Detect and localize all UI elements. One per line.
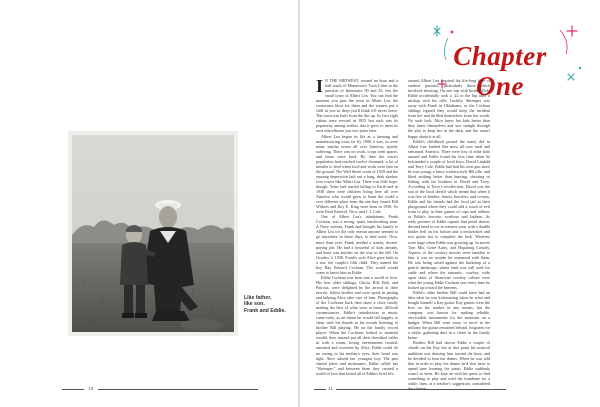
body-column-2 [408,78,490,391]
body-column-1 [316,78,398,376]
paragraph: One of Albert Lea's inhabitants, Frank Cochran, was a strong, quiet, hardworking man. A Navy veteran, Frank had brought his family to Albert Lea for the only reason anyone seemed to go anywhere in those days, to find work. Now, more than ever, Frank needed a steady, decent-paying job. He had a houseful of kids already, and there was another on the way in the fall. On October 3, 1938, Frank's wife Alice gave birth to a son, the couple's fifth child. They named the boy Ray Edward Cochran. The world would come to know him as Eddie. [316,214,398,275]
drop-cap: I [316,76,324,96]
page-number-right: 11 [328,386,334,391]
paragraph: around Albert Lea inspired his life-long love of outdoor pursuits, particularly those which involved shooting. On one trip with brother Bob, Eddie accidentally took a .22 to the hip after a mishap with his rifle. Luckily, Shrimper was away with Frank in Oklahoma, so the Cochran siblings figured they would keep the incident from her and thrilled themselves from her wrath. No such luck. Alice knew her kids better than they knew themselves and saw straight through the plot to keep her in the dark, and the wasn't happy about it at all. [408,78,490,139]
page-number-left: 10 [88,386,94,391]
paragraph [316,78,398,134]
folio-rule [98,389,258,390]
paragraph: Brother Bill had shown Eddie a couple of chords on the Kay but at that point his musical ambition was drawing him toward the horn, and he decided to lean the drums. When he was told that in order to play the drums he'd first have to spend time learning the piano, Eddie suddenly wasn't so keen. He kept on with his quest to find something to play and tried the trombone for a while, then, at a teacher's suggestion, considered [408,340,490,386]
chapter-title: Chapter One [453,41,547,101]
photo-image [72,135,234,332]
folio-rule [62,389,84,390]
paragraph: Eddie Cochran was born into a world of love. His four older siblings, Gloria, Bill, Bob, and Patricia, were delighted by the arrival of their newest, littlest brother and were quick in petting and helping Alice take care of him. Photographs of the Cochrans back then show a close family making the best of what were at times, difficult circumstances. Eddie's introduction to music came early, as an infant he would fall happily to sleep with his thumb in his mouth listening to brother Bill playing. He on the family record player. When the Cochrans looked to material wealth, they instead put all their cherished trifles in with a warm, loving environment created, nurtured and overseen by Alice. Eddie could do no wrong in his mother's eyes, their bond was tight. Alice adored her youngest boy. The pair shared jokes and nicknames, Eddie called her "Shrimper," and between them they created a world of love that lasted all of Eddie's brief life. [316,274,398,376]
father-son-photo [72,135,234,332]
folio-rule [336,389,506,390]
paragraph: Eddie's childhood passed the many did in Albert Lea, Indeed like most all over rural and semirural America. There were lots of other kids around and Eddie found his first time when he befriended a couple of local boys, David Lindahl and Terry Cole. Eddie had had his own gun since he was young, a fancy western style BB rifle, and liked nothing better than hunting, shooting or fishing with his brothers or David and Terry. According to Terry's recollection, David was the son of the local sheriff which meant that when it was free of fenders, fences, brawlers, and crowns, Eddie and his friends had the local jail as their playground where they could add a touch of evil from to play in their games of cops and robbers or Eddie's favorite, cowboys and Indians. As early pictures of Eddie capture him pistol drawn, dressed head to toe in western wear with a double holder belt on his holster and a neckerchief and two guitar hat to complete the look. Westerns were huge when Eddie was growing up. In movie Tom Mix, Gene Autry, and Hopalong Cassidy. Aspects of the cowboy movies were familiar to him, it was no wonder he connected with them. He was being raised against the backdrop of a prairie landscape, where land was still used for cattle and where the romantic, cowboy, wide open skies of American cowboy culture were what the young Eddie Cochran saw every time he looked up toward the heavens. [408,138,490,290]
caption-line: Frank and Eddie. [244,307,286,314]
folio-rule [314,389,326,390]
paragraph: Albert Lea began its life as a farming and manufacturing town for by 1900 it was, as were many similar towns all over America, quietly suffering. There was no work, crops went sparse, and times were hard. By then the town's population had reached twelve thousand, a lot of mouths to feed when food and work were thin on the ground. The Wall Street crash of 1929 and the ensuing depression laid out a long, dark shadow over towns like Albert Lea. There was little hope, though. Years had started falling to Earth and in 1938 there were children living here all over America who would grow to learn the world a very different place from the one they found. Bill Withers and Roy E. King were born in 1938. So were Emil Knievel, Nico, and J. J. Cale. [316,133,398,215]
paragraph-text: N THE MIDWEST, around an hour and a half south of Minnesota's Twin Cities at the junction of Interstates 90 and 35, lies the small town of Albert Lea. You can find the moment you pass the town in Albert Lea, the westerners blow for them and the winters put a chill in you so deep you'll think it'll never leave. The town was built from the dirt up. Its first eight cabins were erected in 1855 but such was its popularity among settlers that it grew to meet its own schoolhouse just two years later. [316,78,398,134]
photo-frame [68,131,238,336]
caption-line: like son. [244,301,265,308]
caption-line: Like father, [244,295,272,301]
photo-caption [244,295,290,314]
paragraph: Eddie's older brother Bill could have had an idea what he was kickstarting when he went and bought himself a Kay guitar. Kay guitars were the best on the market in any means, but the company was known for making reliable, serviceable instruments for the musician on a budget. When Bill went away to serve in the military the guitar remained behind, forgotten for a while, gathering dust in a closet in the family home. [408,289,490,341]
